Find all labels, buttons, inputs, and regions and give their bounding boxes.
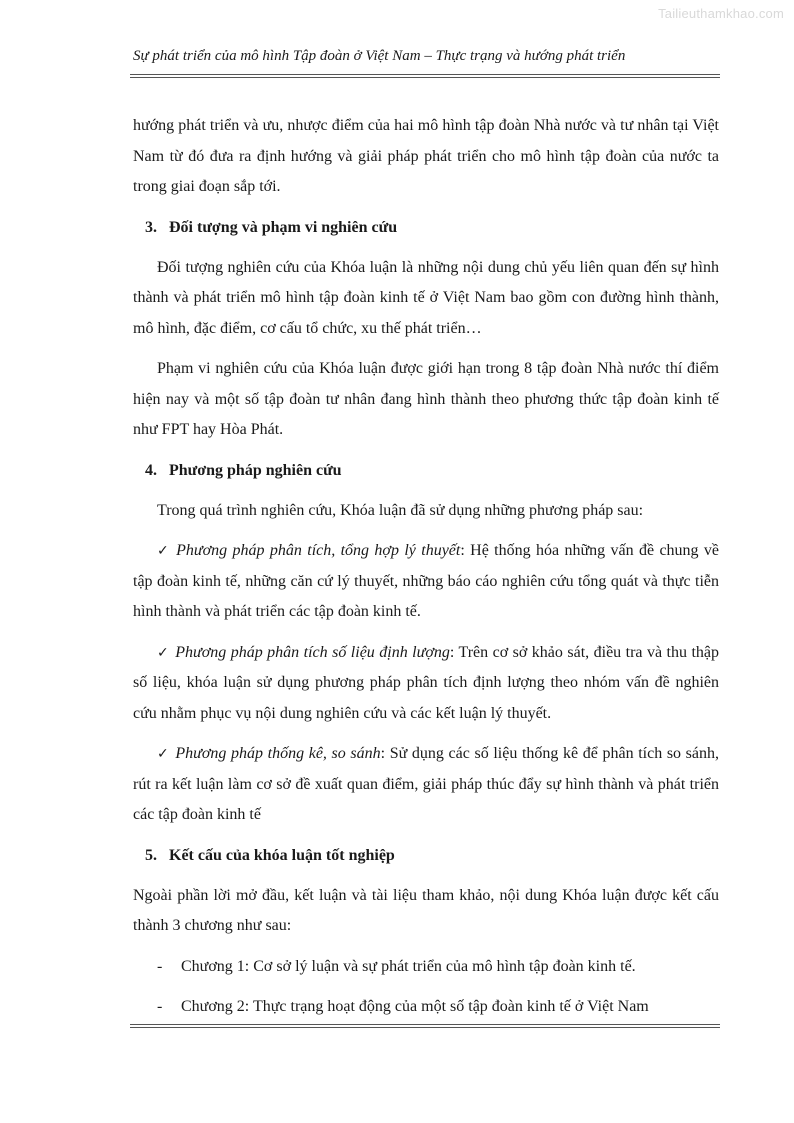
section-3-number: 3. xyxy=(145,218,157,236)
checkmark-icon: ✓ xyxy=(157,746,170,762)
section-5-intro: Ngoài phần lời mở đầu, kết luận và tài liệu tham khảo, nội dung Khóa luận được kết cấu thành 3 chương như sau: xyxy=(133,886,719,934)
method-item xyxy=(133,638,719,730)
method-description: : Trên cơ sở khảo sát, điều tra và thu thập số liệu, khóa luận sử dụng phương pháp phân tích định lượng theo nhóm vấn đề nghiên cứu nhằm phục vụ nội dung nghiên cứu và các kết luận lý thuyết. xyxy=(133,643,720,722)
checkmark-icon: ✓ xyxy=(157,644,170,661)
checkmark-icon: ✓ xyxy=(157,543,171,559)
section-5-heading xyxy=(133,841,719,871)
section-5-number: 5. xyxy=(145,846,157,864)
method-description: : Hệ thống hóa những vấn đề chung về tập đoàn kinh tế, những căn cứ lý thuyết, những báo cáo nghiên cứu tổng quát và thực tiễn hình thành và phát triển các tập đoàn kinh tế. xyxy=(133,542,720,620)
watermark-text: Tailieuthamkhao.com xyxy=(658,6,784,21)
running-header-title: Sự phát triển của mô hình Tập đoàn ở Việt Nam – Thực trạng và hướng phát triển xyxy=(133,48,626,64)
footer-divider-secondary xyxy=(130,1027,720,1028)
chapter-item xyxy=(133,952,719,982)
method-item xyxy=(133,536,719,628)
method-item xyxy=(133,739,719,831)
section-3-title: Đối tượng và phạm vi nghiên cứu xyxy=(169,218,398,236)
method-name: Phương pháp thống kê, so sánh xyxy=(175,745,381,762)
dash-bullet: - xyxy=(157,997,163,1015)
chapter-item xyxy=(133,992,719,1022)
section-4-number: 4. xyxy=(145,461,157,479)
chapter-text: Chương 1: Cơ sở lý luận và sự phát triển của mô hình tập đoàn kinh tế. xyxy=(181,957,636,975)
chapter-text: Chương 2: Thực trạng hoạt động của một số tập đoàn kinh tế ở Việt Nam xyxy=(181,997,649,1015)
footer-divider xyxy=(130,1024,720,1025)
section-3-paragraph-2: Phạm vi nghiên cứu của Khóa luận được giới hạn trong 8 tập đoàn Nhà nước thí điểm hiện nay và một số tập đoàn tư nhân đang hình thành theo phương thức tập đoàn kinh tế như FPT hay Hòa Phát. xyxy=(133,360,719,438)
intro-paragraph: hướng phát triển và ưu, nhược điểm của hai mô hình tập đoàn Nhà nước và tư nhân tại Việt Nam từ đó đưa ra định hướng và giải pháp phát triển cho mô hình tập đoàn của nước ta trong giai đoạn sắp tới. xyxy=(133,117,719,195)
page-content xyxy=(133,111,719,1032)
section-3-paragraph-1: Đối tượng nghiên cứu của Khóa luận là những nội dung chủ yếu liên quan đến sự hình thành và phát triển mô hình tập đoàn kinh tế ở Việt Nam bao gồm con đường hình thành, mô hình, đặc điểm, cơ cấu tổ chức, xu thế phát triển… xyxy=(133,258,719,337)
section-5-title: Kết cấu của khóa luận tốt nghiệp xyxy=(169,846,395,864)
method-description: : Sử dụng các số liệu thống kê để phân tích so sánh, rút ra kết luận làm cơ sở đề xuất quan điểm, giải pháp thúc đẩy sự hình thành và phát triển các tập đoàn kinh tế xyxy=(133,745,719,823)
dash-bullet: - xyxy=(157,957,163,975)
section-4-intro: Trong quá trình nghiên cứu, Khóa luận đã sử dụng những phương pháp sau: xyxy=(157,501,644,519)
method-name: Phương pháp phân tích số liệu định lượng xyxy=(175,643,450,661)
header-divider-secondary xyxy=(130,77,720,78)
section-4-heading xyxy=(133,456,719,486)
section-3-heading xyxy=(133,213,719,243)
header-divider xyxy=(130,74,720,75)
section-4-title: Phương pháp nghiên cứu xyxy=(169,461,342,479)
method-name: Phương pháp phân tích, tổng hợp lý thuyết xyxy=(176,542,461,559)
